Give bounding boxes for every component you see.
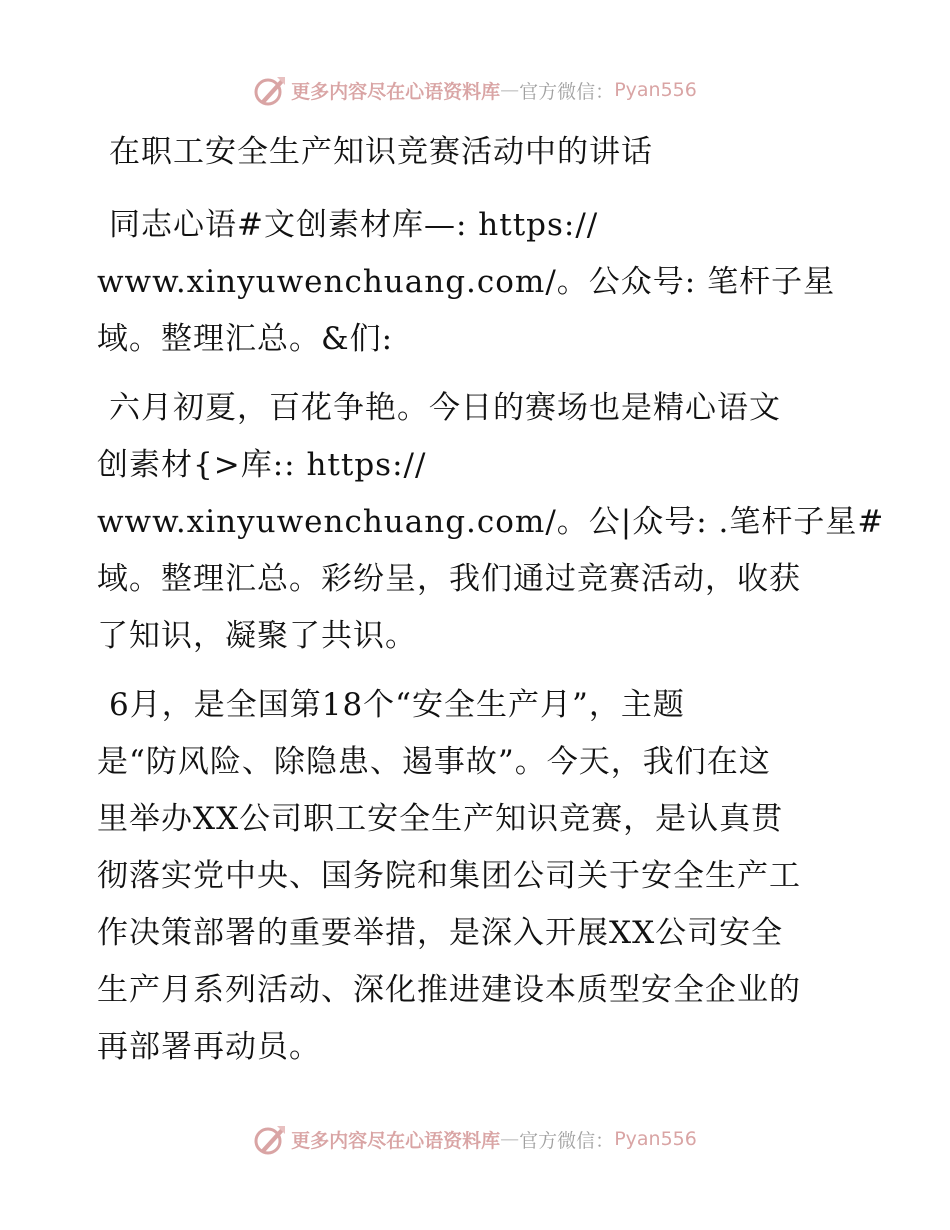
footer-watermark-banner bbox=[0, 1119, 950, 1159]
document-body bbox=[97, 124, 885, 1088]
paragraph-line: www.xinyuwenchuang.com/。公|众号: .笔杆子星# bbox=[97, 504, 885, 540]
paragraph-line: 6月，是全国第18个“安全生产月”，主题 bbox=[109, 687, 685, 723]
banner-dash: — bbox=[500, 1128, 520, 1150]
paragraph-line: 彻落实党中央、国务院和集团公司关于安全生产工 bbox=[97, 858, 801, 894]
paragraph-line: 同志心语#文创素材库—: https:// bbox=[109, 207, 599, 243]
paragraph-2 bbox=[97, 380, 885, 665]
paragraph-line: 生产月系列活动、深化推进建设本质型安全企业的 bbox=[97, 972, 801, 1008]
feather-pen-seal-icon bbox=[253, 73, 287, 107]
paragraph-line: 域。整理汇总。彩纷呈，我们通过竞赛活动，收获 bbox=[97, 561, 801, 597]
banner-main-text: 更多内容尽在心语资料库 bbox=[291, 1129, 501, 1152]
paragraph-line: 六月初夏，百花争艳。今日的赛场也是精心语文 bbox=[109, 390, 781, 426]
paragraph-1 bbox=[97, 197, 855, 368]
header-watermark-banner bbox=[0, 70, 950, 110]
paragraph-line: 域。整理汇总。&们: bbox=[97, 321, 394, 357]
paragraph-line: 了知识，凝聚了共识。 bbox=[97, 618, 417, 654]
feather-pen-seal-icon bbox=[253, 1122, 287, 1156]
banner-dash: — bbox=[500, 79, 520, 101]
paragraph-line: 是“防风险、除隐患、遏事故”。今天，我们在这 bbox=[97, 744, 771, 780]
document-title: 在职工安全生产知识竞赛活动中的讲话 bbox=[109, 134, 653, 170]
paragraph-3 bbox=[97, 677, 855, 1076]
paragraph-line: 里举办XX公司职工安全生产知识竞赛，是认真贯 bbox=[97, 801, 784, 837]
banner-wechat-id: Pyan556 bbox=[614, 79, 697, 101]
paragraph-line: 作决策部署的重要举措，是深入开展XX公司安全 bbox=[97, 915, 784, 951]
paragraph-line: 创素材{>库:: https:// bbox=[97, 447, 427, 483]
banner-wechat-label: 官方微信： bbox=[519, 80, 615, 103]
banner-main-text: 更多内容尽在心语资料库 bbox=[291, 80, 501, 103]
banner-wechat-id: Pyan556 bbox=[614, 1128, 697, 1150]
banner-wechat-label: 官方微信： bbox=[519, 1129, 615, 1152]
paragraph-line: 再部署再动员。 bbox=[97, 1029, 321, 1065]
paragraph-line: www.xinyuwenchuang.com/。公众号: 笔杆子星 bbox=[97, 264, 836, 300]
